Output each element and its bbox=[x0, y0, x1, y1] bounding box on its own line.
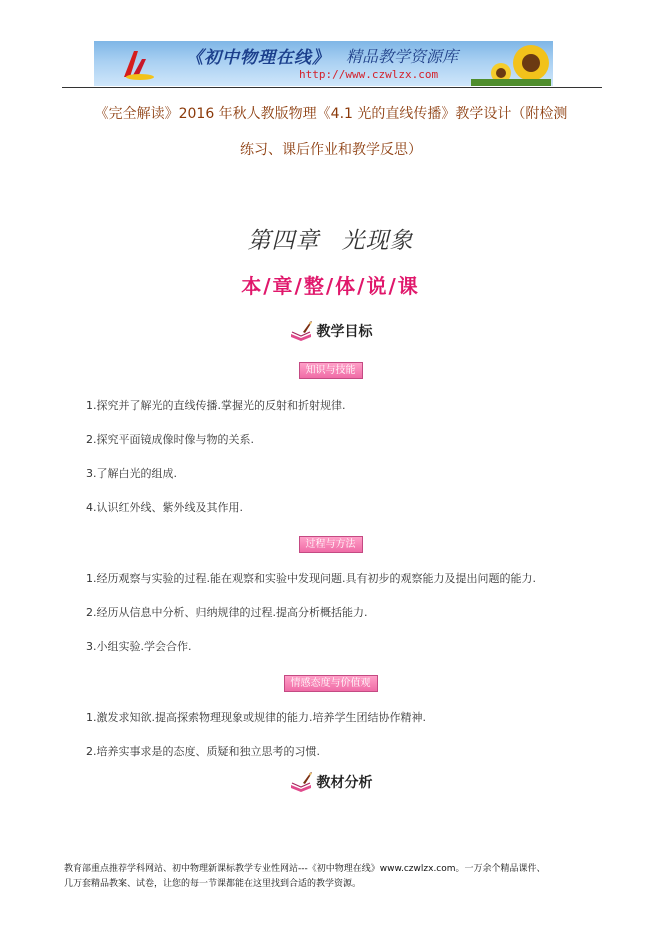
book-quill-icon bbox=[289, 320, 313, 342]
knowledge-item: 3.了解白光的组成. bbox=[86, 467, 177, 480]
process-item: 3.小组实验.学会合作. bbox=[86, 640, 192, 653]
site-logo-icon bbox=[120, 47, 154, 81]
emotion-item: 1.激发求知欲.提高探索物理现象或规律的能力.培养学生团结协作精神. bbox=[86, 711, 426, 724]
chapter-subtitle: 本/章/整/体/说/课 bbox=[241, 274, 420, 298]
chapter-heading bbox=[0, 222, 661, 255]
header-divider bbox=[62, 87, 602, 88]
tag-knowledge-skills: 知识与技能 bbox=[0, 358, 661, 379]
knowledge-item: 4.认识红外线、紫外线及其作用. bbox=[86, 501, 243, 514]
header-banner bbox=[94, 41, 553, 86]
banner-subtitle: 精品教学资源库 bbox=[346, 47, 459, 66]
material-analysis-heading: 教材分析 bbox=[0, 771, 661, 793]
footer-line-1: 教育部重点推荐学科网站、初中物理新课标教学专业性网站---《初中物理在线》www.czwlzx.com。一万余个精品课件、 bbox=[64, 864, 546, 874]
sunflower-icon bbox=[471, 41, 551, 86]
banner-url[interactable]: http://www.czwlzx.com bbox=[299, 68, 439, 81]
process-item: 2.经历从信息中分析、归纳规律的过程.提高分析概括能力. bbox=[86, 606, 368, 619]
tag-process-methods: 过程与方法 bbox=[0, 532, 661, 553]
teaching-goals-heading: 教学目标 bbox=[0, 320, 661, 342]
document-title bbox=[66, 96, 596, 168]
banner-title: 《初中物理在线》 bbox=[186, 48, 330, 68]
document-title-line-2: 练习、课后作业和教学反思） bbox=[240, 142, 422, 158]
book-quill-icon bbox=[289, 771, 313, 793]
knowledge-item: 2.探究平面镜成像时像与物的关系. bbox=[86, 433, 254, 446]
chapter-name: 光现象 bbox=[341, 228, 414, 254]
document-title-line-1: 《完全解读》2016 年秋人教版物理《4.1 光的直线传播》教学设计（附检测 bbox=[94, 106, 568, 122]
chapter-number: 第四章 bbox=[247, 228, 320, 254]
footer-line-2: 几万套精品教案、试卷，让您的每一节课都能在这里找到合适的教学资源。 bbox=[64, 879, 362, 889]
page-footer bbox=[64, 862, 604, 892]
knowledge-item: 1.探究并了解光的直线传播.掌握光的反射和折射规律. bbox=[86, 399, 346, 412]
tag-emotion-values: 情感态度与价值观 bbox=[0, 671, 661, 692]
process-item: 1.经历观察与实验的过程.能在观察和实验中发现问题.具有初步的观察能力及提出问题的能力. bbox=[86, 572, 536, 585]
emotion-item: 2.培养实事求是的态度、质疑和独立思考的习惯. bbox=[86, 745, 320, 758]
